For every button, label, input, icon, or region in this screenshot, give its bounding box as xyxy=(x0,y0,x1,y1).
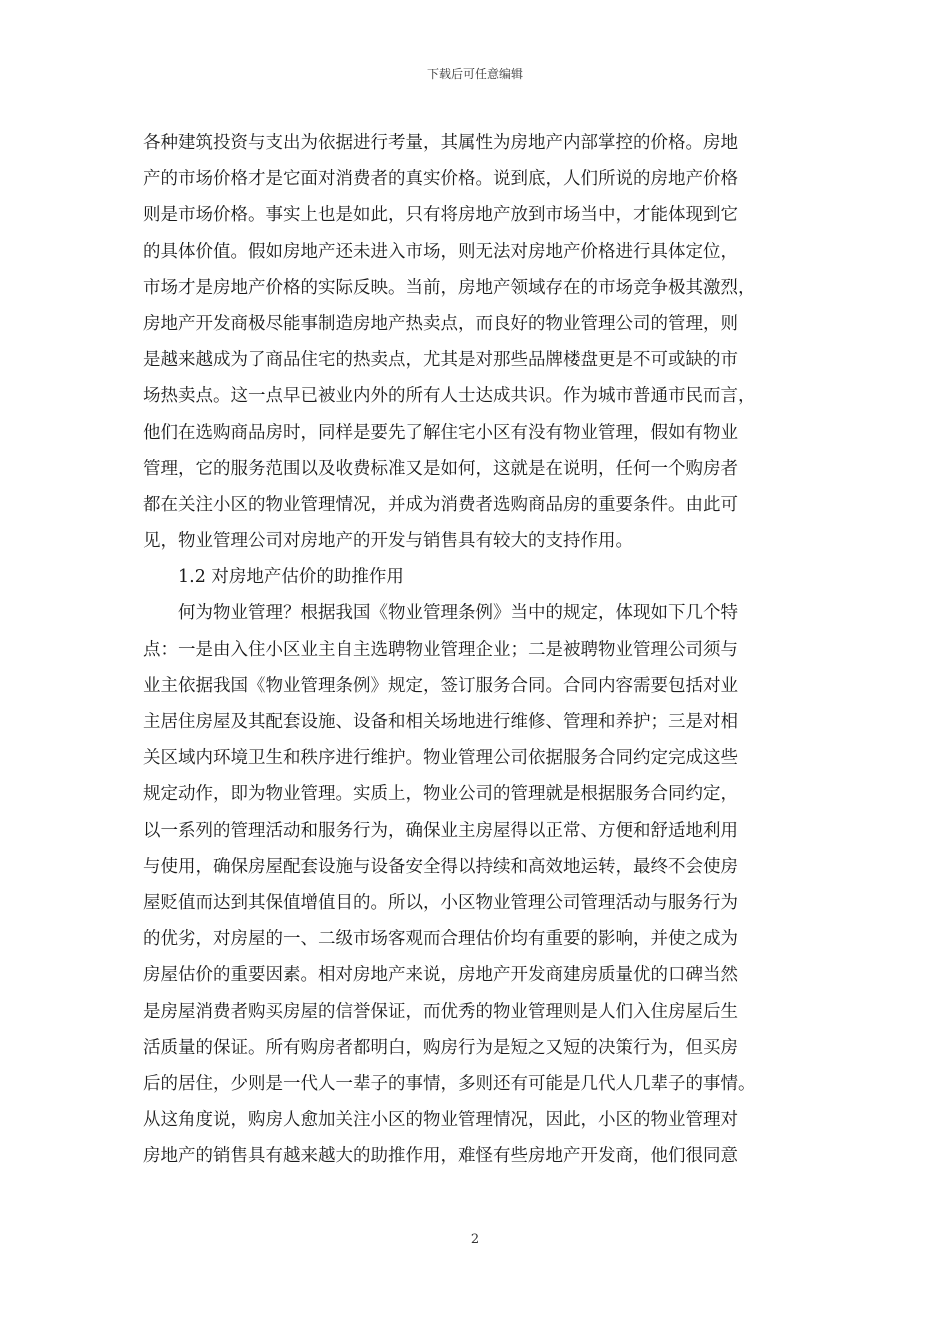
body-line: 屋贬值而达到其保值增值目的。所以，小区物业管理公司管理活动与服务行为 xyxy=(143,892,738,913)
body-line: 的优劣，对房屋的一、二级市场客观而合理估价均有重要的影响，并使之成为 xyxy=(143,929,738,950)
body-line: 点：一是由入住小区业主自主选聘物业管理企业；二是被聘物业管理公司须与 xyxy=(143,639,738,660)
body-line: 主居住房屋及其配套设施、设备和相关场地进行维修、管理和养护；三是对相 xyxy=(143,712,738,732)
page-number: 2 xyxy=(470,1232,480,1247)
body-line: 活质量的保证。所有购房者都明白，购房行为是短之又短的决策行为，但买房 xyxy=(143,1037,738,1058)
body-line: 都在关注小区的物业管理情况，并成为消费者选购商品房的重要条件。由此可 xyxy=(143,494,738,515)
body-line: 市场才是房地产价格的实际反映。当前，房地产领域存在的市场竞争极其激烈， xyxy=(143,277,756,298)
body-line: 是房屋消费者购买房屋的信誉保证，而优秀的物业管理则是人们入住房屋后生 xyxy=(143,1001,738,1022)
document-body xyxy=(143,125,823,1174)
body-line: 的具体价值。假如房地产还未进入市场，则无法对房地产价格进行具体定位， xyxy=(143,241,738,262)
body-line: 关区域内环境卫生和秩序进行维护。物业管理公司依据服务合同约定完成这些 xyxy=(143,748,738,769)
body-line: 产的市场价格才是它面对消费者的真实价格。说到底，人们所说的房地产价格 xyxy=(143,169,738,190)
body-line: 以一系列的管理活动和服务行为，确保业主房屋得以正常、方便和舒适地利用 xyxy=(143,820,738,841)
body-line: 则是市场价格。事实上也是如此，只有将房地产放到市场当中，才能体现到它 xyxy=(143,205,738,226)
body-line: 房屋估价的重要因素。相对房地产来说，房地产开发商建房质量优的口碑当然 xyxy=(143,965,738,986)
body-line: 与使用，确保房屋配套设施与设备安全得以持续和高效地运转，最终不会使房 xyxy=(143,856,738,877)
body-line: 业主依据我国《物业管理条例》规定，签订服务合同。合同内容需要包括对业 xyxy=(143,675,738,696)
body-line: 后的居住，少则是一代人一辈子的事情，多则还有可能是几代人几辈子的事情。 xyxy=(143,1073,756,1094)
body-line: 各种建筑投资与支出为依据进行考量，其属性为房地产内部掌控的价格。房地 xyxy=(143,133,738,153)
body-line: 是越来越成为了商品住宅的热卖点，尤其是对那些品牌楼盘更是不可或缺的市 xyxy=(143,350,738,371)
body-line: 场热卖点。这一点早已被业内外的所有人士达成共识。作为城市普通市民而言， xyxy=(143,386,756,407)
body-line: 见，物业管理公司对房地产的开发与销售具有较大的支持作用。 xyxy=(143,531,633,552)
body-line: 规定动作，即为物业管理。实质上，物业公司的管理就是根据服务合同约定， xyxy=(143,784,738,805)
section-heading: 1.2 对房地产估价的助推作用 xyxy=(178,567,404,588)
body-line: 房地产开发商极尽能事制造房地产热卖点，而良好的物业管理公司的管理，则 xyxy=(143,313,738,334)
body-line: 从这角度说，购房人愈加关注小区的物业管理情况，因此，小区的物业管理对 xyxy=(143,1110,738,1131)
body-line: 房地产的销售具有越来越大的助推作用，难怪有些房地产开发商，他们很同意 xyxy=(143,1146,738,1167)
paragraph-first-line: 何为物业管理？根据我国《物业管理条例》当中的规定，体现如下几个特 xyxy=(178,603,738,624)
page-header: 下载后可任意编辑 xyxy=(426,67,523,81)
body-line: 管理，它的服务范围以及收费标准又是如何，这就是在说明，任何一个购房者 xyxy=(143,458,738,479)
body-line: 他们在选购商品房时，同样是要先了解住宅小区有没有物业管理，假如有物业 xyxy=(143,422,738,443)
